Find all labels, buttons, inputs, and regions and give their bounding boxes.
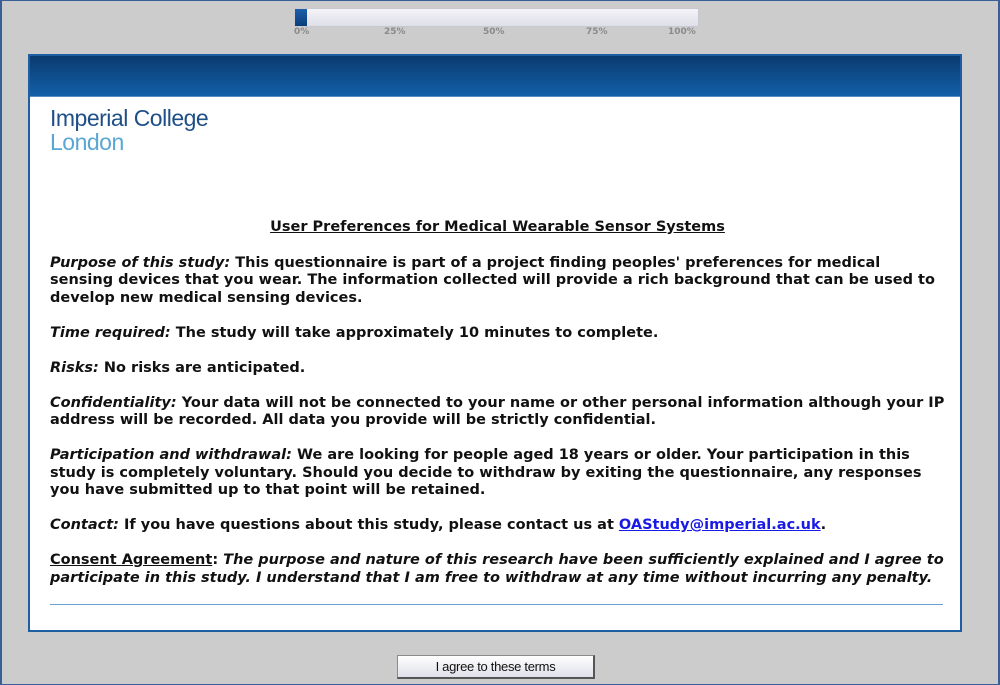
progress-label-75: 75% — [586, 27, 608, 37]
agree-terms-button[interactable]: I agree to these terms — [397, 655, 595, 679]
progress-label-100: 100% — [668, 27, 696, 37]
progress-label-25: 25% — [384, 27, 406, 37]
section-text: If you have questions about this study, please contact us at — [118, 517, 619, 533]
section-confidentiality — [50, 395, 945, 430]
content-divider — [50, 604, 943, 605]
consent-document — [50, 219, 945, 587]
section-label: Time required: — [50, 324, 171, 341]
section-label: Contact: — [50, 517, 119, 533]
section-label: Risks: — [50, 359, 99, 376]
consent-label: Consent Agreement — [50, 552, 213, 568]
progress-track — [294, 8, 699, 27]
section-consent — [50, 552, 945, 587]
section-participation — [50, 447, 945, 500]
progress-fill — [295, 9, 307, 26]
section-contact — [50, 517, 945, 535]
section-purpose — [50, 255, 945, 308]
section-label: Confidentiality: — [50, 394, 177, 411]
section-text: This questionnaire is part of a project finding peoples' preferences for medical sensing devices that you wear. The information collected will provide a rich background that can be used to develop new medical sensing devices. — [50, 254, 935, 306]
consent-panel — [28, 54, 962, 632]
section-text: Your data will not be connected to your name or other personal information although your IP address will be recorded. All data you provide will be strictly confidential. — [50, 394, 945, 428]
panel-header-bar — [30, 56, 960, 97]
consent-colon: : — [212, 552, 224, 568]
section-risks — [50, 360, 945, 378]
section-label: Purpose of this study: — [50, 254, 231, 271]
progress-label-0: 0% — [294, 27, 310, 37]
section-text: We are looking for people aged 18 years or older. Your participation in this study is completely voluntary. Should you decide to withdraw by exiting the questionnaire, any responses you have submitted up to that point will be retained. — [50, 447, 922, 498]
progress-labels — [294, 27, 699, 39]
consent-text: The purpose and nature of this research have been sufficiently explained and I agree to participate in this study. I understand that I am free to withdraw at any time without incurring any penalty. — [50, 552, 944, 586]
progress-label-50: 50% — [483, 27, 505, 37]
section-text: The study will take approximately 10 minutes to complete. — [170, 324, 659, 341]
progress-bar — [294, 8, 699, 38]
section-label: Participation and withdrawal: — [50, 447, 292, 463]
imperial-college-logo — [50, 106, 208, 154]
logo-line-2: London — [50, 129, 124, 155]
document-title: User Preferences for Medical Wearable Sensor Systems — [270, 219, 725, 235]
section-time-required — [50, 325, 945, 343]
contact-suffix: . — [820, 517, 827, 533]
section-text: No risks are anticipated. — [98, 359, 306, 376]
logo-line-1: Imperial College — [50, 105, 209, 131]
contact-email-link[interactable]: OAStudy@imperial.ac.uk — [618, 517, 821, 533]
